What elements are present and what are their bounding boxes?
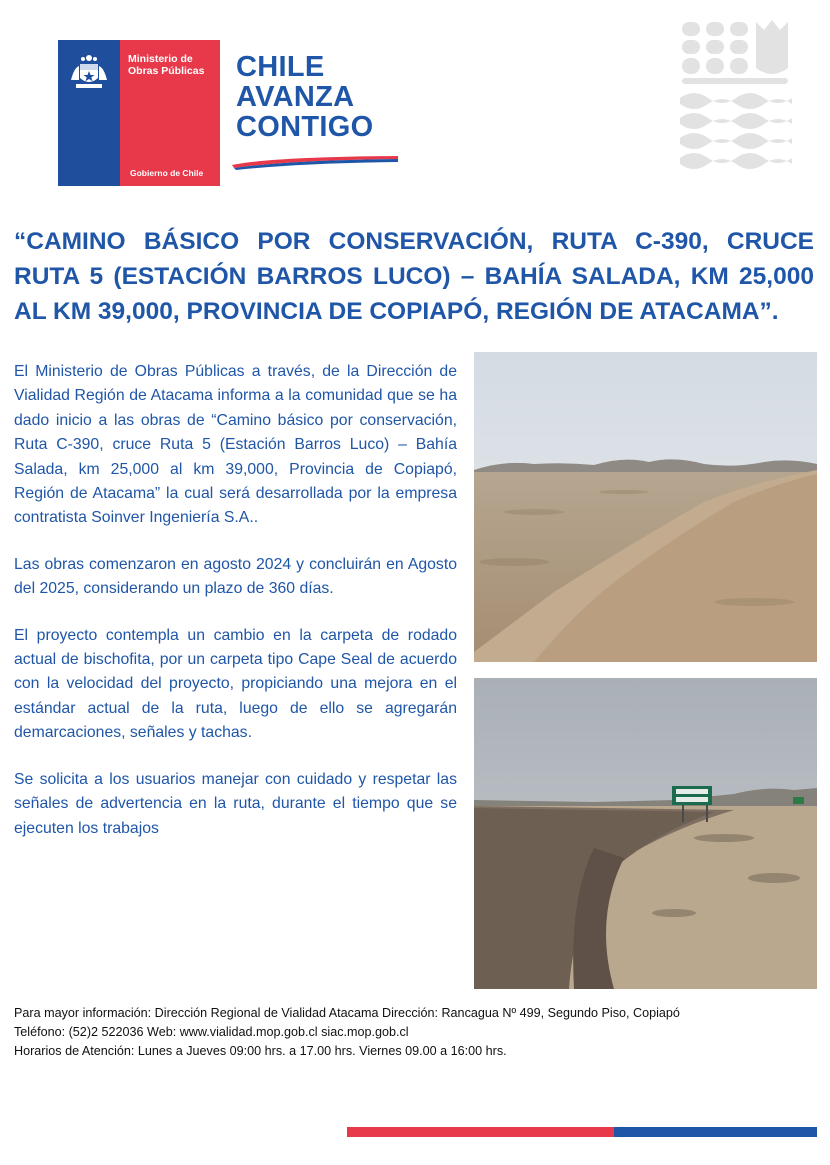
paragraph-intro: El Ministerio de Obras Públicas a través, de la Dirección de Vialidad Región de Atacama informa a la comunidad que se ha dado inicio a las obras de “Camino básico por conservación, Ruta C-390, cruce Ruta 5 (Estación Barros Luco) – Bahía Salada, km 25,000 al km 39,000, Provincia de Copiapó, Región de Atacama” la cual será desarrollada por la empresa contratista Soinver Ingeniería S.A.. bbox=[14, 363, 457, 527]
footer-address: Para mayor información: Dirección Regional de Vialidad Atacama Dirección: Rancagua Nº 499, Segundo Piso, Copiapó bbox=[14, 1006, 680, 1020]
paragraph-warning: Se solicita a los usuarios manejar con cuidado y respetar las señales de advertencia en la ruta, durante el tiempo que se ejecuten los trabajos bbox=[14, 770, 457, 837]
ministry-line-1: Ministerio de bbox=[128, 53, 193, 65]
paragraph-project: El proyecto contempla un cambio en la carpeta de rodado actual de bischofita, por un carpeta tipo Cape Seal de acuerdo con la velocidad del proyecto, propiciando una mejora en el estándar actual de la ruta, luego de ello se agregarán demarcaciones, señales y tachas. bbox=[14, 626, 457, 742]
mop-logo bbox=[58, 40, 220, 186]
slogan-line-3: CONTIGO bbox=[236, 111, 374, 143]
slogan-underline bbox=[230, 153, 400, 171]
chile-coat-of-arms-icon bbox=[68, 50, 110, 94]
slogan-line-1: CHILE bbox=[236, 51, 325, 83]
bottom-color-bar bbox=[347, 1127, 817, 1137]
footer-hours: Horarios de Atención: Lunes a Jueves 09:00 hrs. a 17.00 hrs. Viernes 09.00 a 16:00 hrs. bbox=[14, 1044, 507, 1058]
road-photo-1 bbox=[474, 352, 817, 662]
footer-contact: Teléfono: (52)2 522036 Web: www.vialidad.mop.gob.cl siac.mop.gob.cl bbox=[14, 1025, 409, 1039]
regional-emblem-icon bbox=[676, 18, 816, 178]
government-label: Gobierno de Chile bbox=[130, 168, 204, 178]
ministry-name bbox=[128, 53, 218, 77]
slogan bbox=[236, 52, 373, 142]
contact-info bbox=[14, 1004, 819, 1061]
slogan-line-2: AVANZA bbox=[236, 81, 355, 113]
road-photo-2 bbox=[474, 678, 817, 989]
body-text bbox=[14, 360, 457, 841]
project-title: “CAMINO BÁSICO POR CONSERVACIÓN, RUTA C-390, CRUCE RUTA 5 (ESTACIÓN BARROS LUCO) – BAHÍA SALADA, KM 25,000 AL KM 39,000, PROVINCIA DE COPIAPÓ, REGIÓN DE ATACAMA”. bbox=[14, 228, 814, 325]
paragraph-schedule: Las obras comenzaron en agosto 2024 y concluirán en Agosto del 2025, considerando un plazo de 360 días. bbox=[14, 555, 457, 598]
ministry-line-2: Obras Públicas bbox=[128, 65, 205, 77]
